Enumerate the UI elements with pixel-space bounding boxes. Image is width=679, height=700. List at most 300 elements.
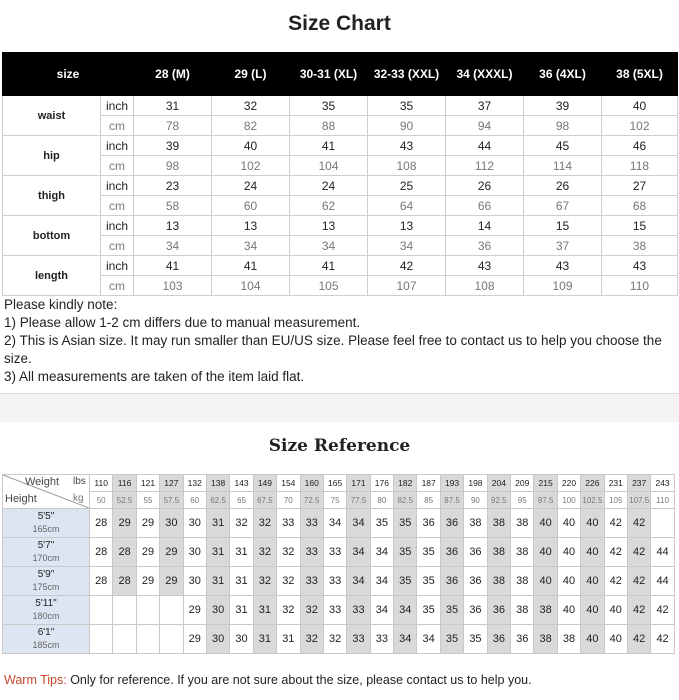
height-cell xyxy=(3,509,90,538)
size-cell xyxy=(136,625,159,654)
lbs-cell: 231 xyxy=(604,475,627,492)
table-cell: 60 xyxy=(212,196,290,216)
size-cell: 35 xyxy=(394,509,417,538)
table-cell: 43 xyxy=(524,256,602,276)
table-cell: 39 xyxy=(524,96,602,116)
kg-cell: 57.5 xyxy=(160,492,183,509)
height-ft: 6'1" xyxy=(37,627,55,638)
size-cell: 28 xyxy=(113,538,136,567)
unit-inch: inch xyxy=(101,216,134,236)
table-cell: 82 xyxy=(212,116,290,136)
size-cell: 34 xyxy=(417,625,440,654)
unit-cm: cm xyxy=(101,116,134,136)
table-cell: 23 xyxy=(134,176,212,196)
size-cell: 31 xyxy=(206,567,229,596)
note-line: 1) Please allow 1-2 cm differs due to manual measurement. xyxy=(4,315,361,330)
table-cell: 105 xyxy=(290,276,368,296)
lbs-cell: 138 xyxy=(206,475,229,492)
size-cell: 36 xyxy=(440,509,463,538)
size-cell: 40 xyxy=(557,509,580,538)
size-header: 38 (5XL) xyxy=(602,53,678,96)
size-cell: 38 xyxy=(487,538,510,567)
size-cell xyxy=(160,625,183,654)
lbs-cell: 176 xyxy=(370,475,393,492)
table-cell: 26 xyxy=(524,176,602,196)
size-cell: 31 xyxy=(277,625,300,654)
size-cell: 33 xyxy=(347,625,370,654)
table-cell: 34 xyxy=(134,236,212,256)
table-cell: 25 xyxy=(368,176,446,196)
size-cell: 30 xyxy=(183,538,206,567)
kg-cell: 55 xyxy=(136,492,159,509)
table-cell: 39 xyxy=(134,136,212,156)
size-cell xyxy=(90,596,113,625)
kg-cell: 82.5 xyxy=(394,492,417,509)
lbs-cell: 237 xyxy=(627,475,650,492)
height-row xyxy=(3,567,675,596)
table-cell: 13 xyxy=(134,216,212,236)
measurement-row-inch xyxy=(3,96,678,116)
table-cell: 40 xyxy=(602,96,678,116)
kg-cell: 77.5 xyxy=(347,492,370,509)
lbs-cell: 209 xyxy=(511,475,534,492)
size-cell: 30 xyxy=(206,596,229,625)
size-cell: 40 xyxy=(581,596,604,625)
size-column-header: size xyxy=(3,53,134,96)
size-cell: 29 xyxy=(136,509,159,538)
size-cell: 36 xyxy=(440,538,463,567)
table-cell: 78 xyxy=(134,116,212,136)
unit-inch: inch xyxy=(101,136,134,156)
size-cell: 42 xyxy=(651,625,674,654)
table-cell: 13 xyxy=(212,216,290,236)
size-cell: 32 xyxy=(300,596,323,625)
table-cell: 43 xyxy=(446,256,524,276)
table-corner xyxy=(3,475,90,509)
lbs-cell: 220 xyxy=(557,475,580,492)
measurement-row-cm xyxy=(3,116,678,136)
table-cell: 42 xyxy=(368,256,446,276)
table-cell: 104 xyxy=(290,156,368,176)
size-cell: 31 xyxy=(230,596,253,625)
weight-kg-row xyxy=(3,492,675,509)
size-cell: 35 xyxy=(370,509,393,538)
kg-cell: 67.5 xyxy=(253,492,276,509)
size-cell: 33 xyxy=(323,538,346,567)
kg-cell: 52.5 xyxy=(113,492,136,509)
table-cell: 24 xyxy=(212,176,290,196)
kg-cell: 72.5 xyxy=(300,492,323,509)
measurement-name: length xyxy=(3,256,101,296)
size-cell: 33 xyxy=(323,596,346,625)
lbs-cell: 127 xyxy=(160,475,183,492)
size-cell: 34 xyxy=(347,567,370,596)
size-cell: 33 xyxy=(277,509,300,538)
kg-cell: 110 xyxy=(651,492,674,509)
size-cell: 31 xyxy=(206,509,229,538)
size-cell: 35 xyxy=(440,596,463,625)
kg-cell: 75 xyxy=(323,492,346,509)
kg-cell: 100 xyxy=(557,492,580,509)
size-cell: 28 xyxy=(90,509,113,538)
size-cell: 42 xyxy=(651,596,674,625)
size-chart-title: Size Chart xyxy=(288,12,391,35)
size-cell: 42 xyxy=(627,509,650,538)
table-cell: 88 xyxy=(290,116,368,136)
table-cell: 110 xyxy=(602,276,678,296)
measurement-row-cm xyxy=(3,156,678,176)
table-cell: 40 xyxy=(212,136,290,156)
measurement-row-inch xyxy=(3,256,678,276)
unit-cm: cm xyxy=(101,236,134,256)
size-header: 32-33 (XXL) xyxy=(368,53,446,96)
size-cell: 40 xyxy=(534,567,557,596)
table-cell: 43 xyxy=(368,136,446,156)
size-cell: 32 xyxy=(277,567,300,596)
table-cell: 114 xyxy=(524,156,602,176)
table-cell: 62 xyxy=(290,196,368,216)
size-cell: 33 xyxy=(300,509,323,538)
lbs-cell: 193 xyxy=(440,475,463,492)
size-cell: 35 xyxy=(440,625,463,654)
table-cell: 104 xyxy=(212,276,290,296)
size-cell: 32 xyxy=(277,596,300,625)
height-cm: 185cm xyxy=(32,640,60,650)
lbs-cell: 110 xyxy=(90,475,113,492)
size-cell: 36 xyxy=(487,596,510,625)
size-chart-header-row xyxy=(3,53,678,96)
lbs-cell: 198 xyxy=(464,475,487,492)
size-cell: 33 xyxy=(370,625,393,654)
kg-cell: 97.5 xyxy=(534,492,557,509)
table-cell: 98 xyxy=(134,156,212,176)
note-line: 3) All measurements are taken of the item laid flat. xyxy=(4,369,305,384)
size-cell: 35 xyxy=(464,625,487,654)
size-cell: 38 xyxy=(534,625,557,654)
measurement-row-inch xyxy=(3,136,678,156)
size-cell: 34 xyxy=(370,538,393,567)
size-cell xyxy=(90,625,113,654)
kg-cell: 90 xyxy=(464,492,487,509)
lbs-cell: 160 xyxy=(300,475,323,492)
measurement-name: hip xyxy=(3,136,101,176)
unit-inch: inch xyxy=(101,176,134,196)
lbs-cell: 182 xyxy=(394,475,417,492)
table-cell: 102 xyxy=(602,116,678,136)
unit-cm: cm xyxy=(101,156,134,176)
size-cell: 33 xyxy=(323,567,346,596)
table-cell: 37 xyxy=(524,236,602,256)
table-cell: 108 xyxy=(446,276,524,296)
size-cell: 35 xyxy=(417,538,440,567)
kg-cell: 62.5 xyxy=(206,492,229,509)
measurement-row-cm xyxy=(3,196,678,216)
size-cell: 40 xyxy=(534,538,557,567)
size-chart-notes xyxy=(4,296,676,386)
table-cell: 41 xyxy=(290,136,368,156)
table-cell: 13 xyxy=(368,216,446,236)
size-cell: 40 xyxy=(581,509,604,538)
lbs-cell: 132 xyxy=(183,475,206,492)
size-cell: 30 xyxy=(183,509,206,538)
lbs-cell: 171 xyxy=(347,475,370,492)
size-cell: 42 xyxy=(627,596,650,625)
height-ft: 5'9" xyxy=(37,569,55,580)
measurement-row-inch xyxy=(3,176,678,196)
size-cell: 36 xyxy=(464,596,487,625)
size-cell: 31 xyxy=(230,538,253,567)
table-cell: 35 xyxy=(290,96,368,116)
table-cell: 14 xyxy=(446,216,524,236)
unit-inch: inch xyxy=(101,256,134,276)
height-ft: 5'5" xyxy=(37,511,55,522)
size-header: 29 (L) xyxy=(212,53,290,96)
size-cell: 28 xyxy=(113,567,136,596)
size-cell: 40 xyxy=(557,596,580,625)
size-cell: 28 xyxy=(90,538,113,567)
section-divider xyxy=(0,393,679,423)
size-cell: 38 xyxy=(511,538,534,567)
size-chart-table xyxy=(2,52,678,296)
table-cell: 34 xyxy=(212,236,290,256)
table-cell: 109 xyxy=(524,276,602,296)
size-cell: 42 xyxy=(627,538,650,567)
table-cell: 32 xyxy=(212,96,290,116)
table-cell: 64 xyxy=(368,196,446,216)
height-cell xyxy=(3,596,90,625)
kg-cell: 92.5 xyxy=(487,492,510,509)
height-row xyxy=(3,596,675,625)
size-cell: 42 xyxy=(604,538,627,567)
measurement-name: bottom xyxy=(3,216,101,256)
table-cell: 112 xyxy=(446,156,524,176)
size-cell: 44 xyxy=(651,567,674,596)
table-cell: 98 xyxy=(524,116,602,136)
note-line: 2) This is Asian size. It may run smaller than EU/US size. Please feel free to contact us to help you choose the size. xyxy=(4,333,662,366)
size-cell: 35 xyxy=(394,538,417,567)
kg-cell: 70 xyxy=(277,492,300,509)
size-header: 34 (XXXL) xyxy=(446,53,524,96)
table-cell: 13 xyxy=(290,216,368,236)
size-cell: 32 xyxy=(323,625,346,654)
unit-cm: cm xyxy=(101,276,134,296)
lbs-cell: 204 xyxy=(487,475,510,492)
table-cell: 15 xyxy=(524,216,602,236)
lbs-cell: 187 xyxy=(417,475,440,492)
size-cell: 40 xyxy=(534,509,557,538)
size-cell xyxy=(136,596,159,625)
size-cell xyxy=(160,596,183,625)
size-cell: 33 xyxy=(300,567,323,596)
height-cm: 180cm xyxy=(32,611,60,621)
height-cell xyxy=(3,625,90,654)
height-row xyxy=(3,625,675,654)
size-cell: 38 xyxy=(511,567,534,596)
lbs-cell: 215 xyxy=(534,475,557,492)
height-row xyxy=(3,538,675,567)
size-cell: 42 xyxy=(604,509,627,538)
size-cell: 29 xyxy=(136,538,159,567)
kg-cell: 87.5 xyxy=(440,492,463,509)
warm-tips-text: Only for reference. If you are not sure about the size, please contact us to help you. xyxy=(66,673,532,687)
size-header: 36 (4XL) xyxy=(524,53,602,96)
table-cell: 118 xyxy=(602,156,678,176)
kg-cell: 95 xyxy=(511,492,534,509)
table-cell: 24 xyxy=(290,176,368,196)
table-cell: 34 xyxy=(368,236,446,256)
unit-inch: inch xyxy=(101,96,134,116)
size-cell: 36 xyxy=(487,625,510,654)
size-cell: 32 xyxy=(253,538,276,567)
height-cm: 165cm xyxy=(32,524,60,534)
table-cell: 41 xyxy=(212,256,290,276)
size-cell: 33 xyxy=(300,538,323,567)
size-cell: 40 xyxy=(581,625,604,654)
size-cell: 38 xyxy=(487,509,510,538)
size-cell: 32 xyxy=(253,567,276,596)
lbs-cell: 143 xyxy=(230,475,253,492)
size-cell: 32 xyxy=(277,538,300,567)
size-header: 30-31 (XL) xyxy=(290,53,368,96)
warm-tips-label: Warm Tips: xyxy=(4,673,67,687)
size-cell: 38 xyxy=(511,509,534,538)
measurement-row-cm xyxy=(3,236,678,256)
size-cell: 29 xyxy=(160,538,183,567)
table-cell: 35 xyxy=(368,96,446,116)
table-cell: 90 xyxy=(368,116,446,136)
size-cell: 35 xyxy=(417,567,440,596)
size-cell: 36 xyxy=(464,538,487,567)
kg-cell: 107.5 xyxy=(627,492,650,509)
size-cell: 42 xyxy=(627,625,650,654)
lbs-label: lbs xyxy=(73,476,86,487)
table-cell: 41 xyxy=(290,256,368,276)
size-cell: 31 xyxy=(206,538,229,567)
lbs-cell: 116 xyxy=(113,475,136,492)
kg-cell: 65 xyxy=(230,492,253,509)
measurement-row-cm xyxy=(3,276,678,296)
table-cell: 44 xyxy=(446,136,524,156)
kg-cell: 85 xyxy=(417,492,440,509)
table-cell: 45 xyxy=(524,136,602,156)
size-cell: 30 xyxy=(160,509,183,538)
size-cell: 38 xyxy=(534,596,557,625)
height-ft: 5'7" xyxy=(37,540,55,551)
size-cell: 35 xyxy=(417,596,440,625)
kg-cell: 105 xyxy=(604,492,627,509)
lbs-cell: 165 xyxy=(323,475,346,492)
size-cell xyxy=(113,596,136,625)
size-cell xyxy=(113,625,136,654)
size-cell: 35 xyxy=(394,567,417,596)
size-cell: 34 xyxy=(323,509,346,538)
size-cell: 32 xyxy=(230,509,253,538)
size-cell: 40 xyxy=(604,596,627,625)
size-header: 28 (M) xyxy=(134,53,212,96)
unit-cm: cm xyxy=(101,196,134,216)
size-cell: 30 xyxy=(206,625,229,654)
size-cell: 34 xyxy=(370,567,393,596)
size-reference-panel xyxy=(0,422,679,700)
measurement-name: thigh xyxy=(3,176,101,216)
size-cell: 38 xyxy=(557,625,580,654)
lbs-cell: 121 xyxy=(136,475,159,492)
table-cell: 34 xyxy=(290,236,368,256)
size-cell: 29 xyxy=(183,596,206,625)
size-cell: 40 xyxy=(604,625,627,654)
table-cell: 31 xyxy=(134,96,212,116)
kg-cell: 60 xyxy=(183,492,206,509)
height-cm: 170cm xyxy=(32,553,60,563)
size-cell: 30 xyxy=(230,625,253,654)
size-cell: 40 xyxy=(581,538,604,567)
size-cell: 44 xyxy=(651,538,674,567)
size-cell: 42 xyxy=(627,567,650,596)
table-cell: 27 xyxy=(602,176,678,196)
size-cell: 34 xyxy=(394,625,417,654)
size-cell: 40 xyxy=(557,567,580,596)
size-cell: 31 xyxy=(253,625,276,654)
size-cell: 30 xyxy=(183,567,206,596)
height-cell xyxy=(3,538,90,567)
size-cell: 33 xyxy=(347,596,370,625)
size-cell: 36 xyxy=(417,509,440,538)
table-cell: 41 xyxy=(134,256,212,276)
size-cell: 36 xyxy=(511,625,534,654)
weight-lbs-row xyxy=(3,475,675,492)
measurement-name: waist xyxy=(3,96,101,136)
table-cell: 58 xyxy=(134,196,212,216)
table-cell: 94 xyxy=(446,116,524,136)
size-cell xyxy=(651,509,674,538)
size-cell: 34 xyxy=(394,596,417,625)
table-cell: 108 xyxy=(368,156,446,176)
size-cell: 34 xyxy=(347,509,370,538)
height-ft: 5'11" xyxy=(35,598,57,609)
table-cell: 37 xyxy=(446,96,524,116)
lbs-cell: 154 xyxy=(277,475,300,492)
size-cell: 40 xyxy=(557,538,580,567)
size-cell: 38 xyxy=(464,509,487,538)
size-cell: 29 xyxy=(113,509,136,538)
size-cell: 29 xyxy=(160,567,183,596)
kg-label: kg xyxy=(73,493,84,504)
lbs-cell: 149 xyxy=(253,475,276,492)
warm-tips xyxy=(4,673,532,687)
size-cell: 32 xyxy=(253,509,276,538)
lbs-cell: 243 xyxy=(651,475,674,492)
table-cell: 38 xyxy=(602,236,678,256)
table-cell: 66 xyxy=(446,196,524,216)
height-label: Height xyxy=(5,493,37,505)
table-cell: 15 xyxy=(602,216,678,236)
size-cell: 31 xyxy=(253,596,276,625)
note-line: Please kindly note: xyxy=(4,297,118,312)
weight-label: Weight xyxy=(25,476,60,488)
size-cell: 29 xyxy=(136,567,159,596)
table-cell: 107 xyxy=(368,276,446,296)
size-cell: 32 xyxy=(300,625,323,654)
size-cell: 34 xyxy=(370,596,393,625)
table-cell: 103 xyxy=(134,276,212,296)
size-cell: 36 xyxy=(440,567,463,596)
measurement-row-inch xyxy=(3,216,678,236)
size-cell: 29 xyxy=(183,625,206,654)
kg-cell: 50 xyxy=(90,492,113,509)
kg-cell: 80 xyxy=(370,492,393,509)
size-cell: 36 xyxy=(464,567,487,596)
size-reference-title: Size Reference xyxy=(268,436,411,456)
